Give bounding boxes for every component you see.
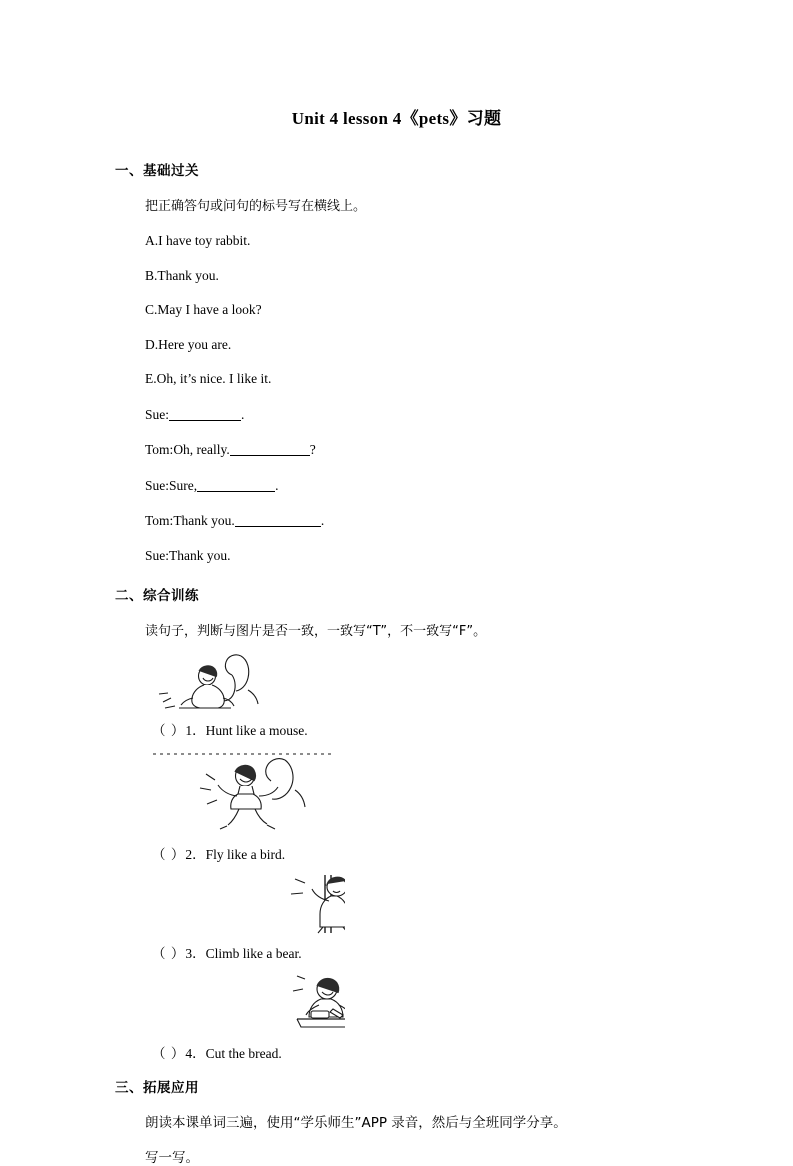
dialogue-suffix: . [241,406,245,422]
dialogue-suffix: . [320,513,325,528]
page-title: Unit 4 lesson 4《pets》习题 [291,109,502,128]
dialogue-suffix: ? [309,442,316,457]
dialogue-prefix: Sure, [169,477,198,493]
question-1-number: 1． [185,723,206,738]
question-3-answer-box[interactable]: （ ） [152,946,186,961]
section-heading-2: 二、综合训练 [115,588,199,603]
section-3-line-1: 朗读本课单词三遍，使用“学乐师生”APP 录音，然后与全班同学分享。 [145,1115,567,1131]
question-3-number: 3． [185,946,206,961]
answer-blank[interactable] [230,442,310,456]
section-heading-1: 一、基础过关 [115,163,199,178]
question-4-number: 4． [185,1045,206,1061]
dialogue-prefix: Thank you. [173,513,235,528]
picture-4-wrap [0,973,793,1035]
picture-2-wrap [0,750,793,836]
dialogue-line-2 [0,442,793,457]
option-c: C.May I have a look? [145,302,262,317]
question-2-text: Fly like a bird. [205,846,286,862]
dialogue-prefix: Thank you. [169,547,231,563]
section-2-instruction: 读句子，判断与图片是否一致，一致写“T”，不一致写“F”。 [145,624,487,639]
girl-flying-sketch [145,750,345,836]
question-2-answer-box[interactable]: （ ） [152,846,186,862]
boy-climbing-sketch [145,873,345,935]
question-3 [0,947,793,961]
girl-sitting-sketch [145,650,265,712]
section-3-line-2: 写一写。 [145,1149,199,1166]
dialogue-speaker: Tom: [145,442,174,457]
question-4 [0,1047,793,1061]
answer-blank[interactable] [169,407,241,421]
dialogue-line-5 [0,549,793,563]
dialogue-line-1 [0,407,793,422]
answer-blank[interactable] [235,513,321,527]
question-2 [0,848,793,862]
question-1-answer-box[interactable]: （ ） [152,723,186,738]
dialogue-speaker: Sue: [145,406,170,422]
dialogue-prefix: Oh, really. [173,442,230,457]
girl-cutting-sketch [145,973,345,1035]
question-3-text: Climb like a bear. [205,946,302,961]
dialogue-suffix: . [275,477,279,493]
section-heading-3: 三、拓展应用 [115,1080,199,1095]
question-4-text: Cut the bread. [205,1045,282,1061]
question-1-text: Hunt like a mouse. [205,723,308,738]
option-e: E.Oh, it’s nice. I like it. [145,371,272,386]
section-1-instruction: 把正确答句或问句的标号写在横线上。 [145,199,367,214]
dialogue-speaker: Tom: [145,513,174,528]
dialogue-speaker: Sue: [145,547,170,563]
option-d: D.Here you are. [145,336,232,352]
dialogue-speaker: Sue: [145,477,170,493]
dialogue-line-4 [0,513,793,528]
answer-blank[interactable] [197,478,275,492]
picture-3-wrap [0,873,793,935]
question-1 [0,724,793,738]
option-a: A.I have toy rabbit. [145,233,251,248]
question-2-number: 2． [185,846,206,862]
question-4-answer-box[interactable]: （ ） [152,1045,186,1061]
dialogue-line-3 [0,478,793,493]
option-b: B.Thank you. [145,267,219,283]
picture-1-wrap [0,650,793,712]
